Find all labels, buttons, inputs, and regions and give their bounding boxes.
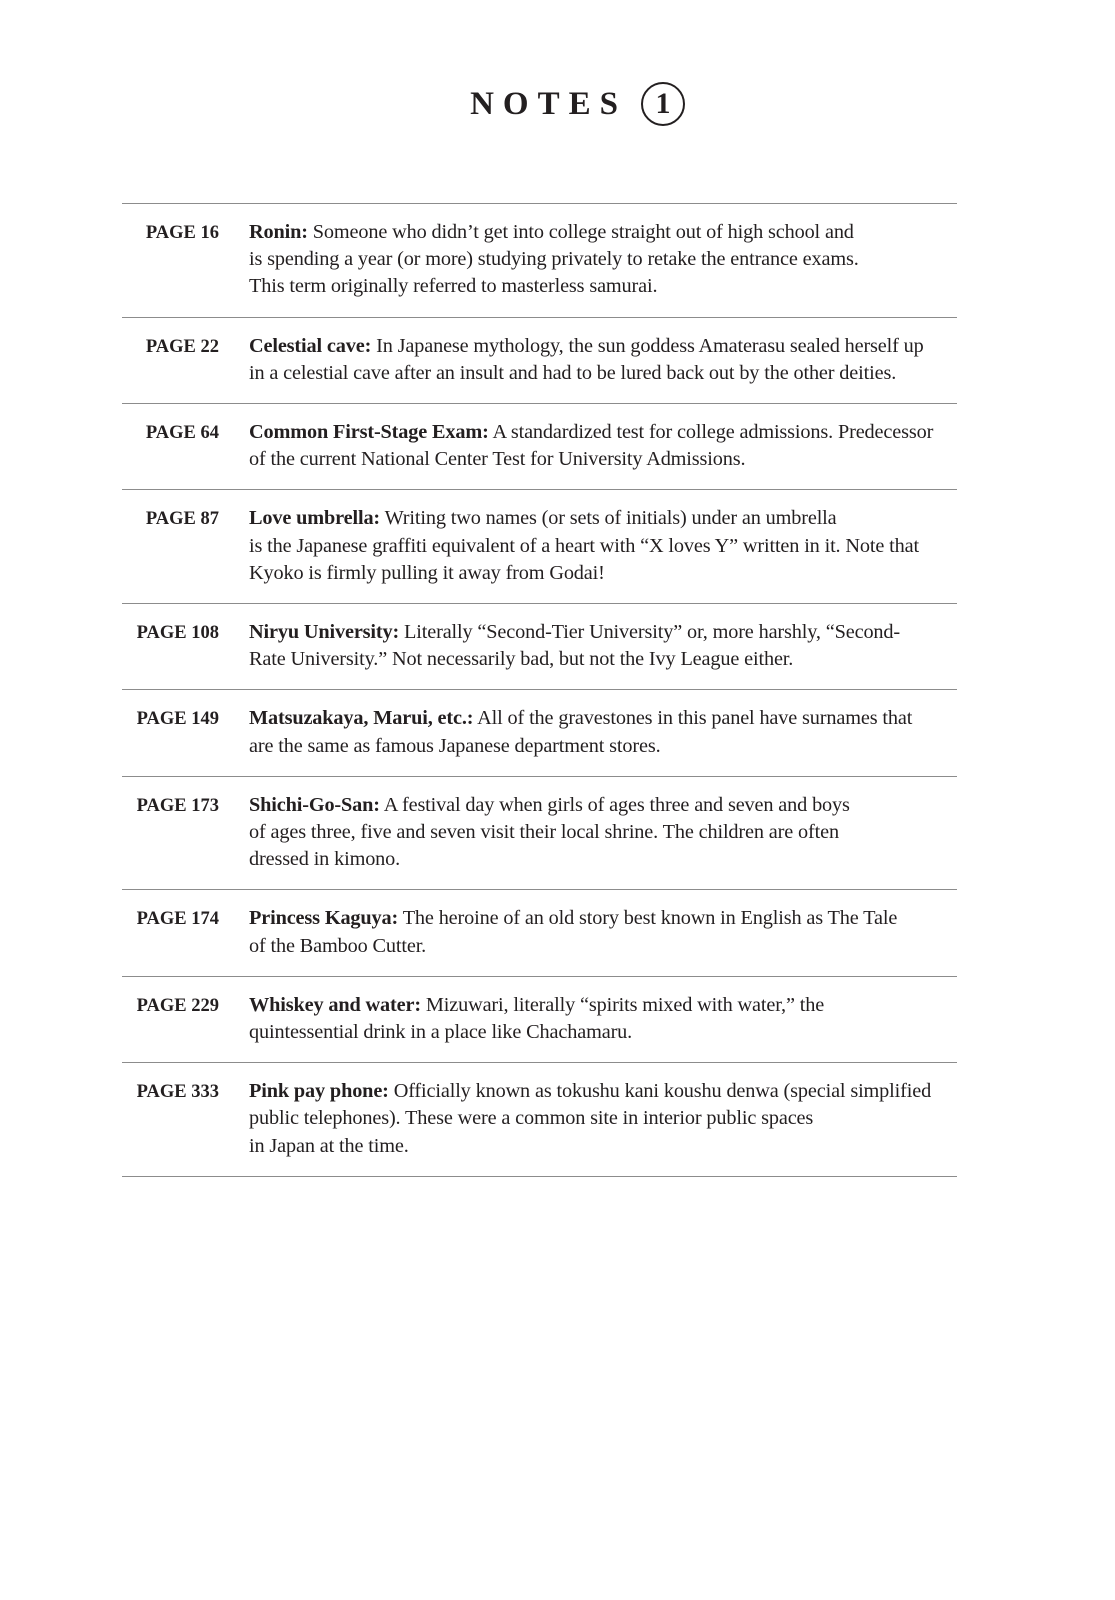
note-term: Matsuzakaya, Marui, etc.:: [249, 707, 474, 730]
note-row: [122, 604, 957, 690]
note-line: quintessential drink in a place like Chachamaru.: [249, 1021, 633, 1044]
note-line: Kyoko is firmly pulling it away from Godai!: [249, 561, 605, 584]
note-line: [249, 992, 954, 1019]
note-page-label: PAGE 64: [145, 423, 219, 444]
note-line: are the same as famous Japanese department stores.: [249, 734, 661, 757]
note-text: [249, 705, 954, 759]
note-term: Whiskey and water:: [249, 993, 421, 1016]
chapter-number-badge: 1: [641, 82, 685, 126]
note-line-text: The heroine of an old story best known in English as The Tale: [398, 907, 898, 930]
note-line: of the Bamboo Cutter.: [249, 934, 427, 957]
note-line-text: A festival day when girls of ages three and seven and boys: [379, 793, 850, 816]
note-line: is the Japanese graffiti equivalent of a heart with “X loves Y” written in it. Note that: [249, 534, 919, 557]
note-text: [249, 419, 954, 473]
note-text: [249, 792, 954, 874]
note-line: of the current National Center Test for University Admissions.: [249, 448, 746, 471]
note-line-text: Mizuwari, literally “spirits mixed with water,” the: [420, 993, 825, 1016]
note-line: public telephones). These were a common site in interior public spaces: [249, 1107, 814, 1130]
note-term: Niryu University:: [249, 621, 400, 644]
notes-table: [122, 203, 957, 1177]
note-page-label: PAGE 229: [136, 995, 219, 1016]
note-line: dressed in kimono.: [249, 848, 401, 871]
note-line-text: Literally “Second-Tier University” or, more harshly, “Second-: [399, 621, 901, 644]
note-line: [249, 705, 954, 732]
note-term: Ronin:: [249, 221, 308, 243]
note-line: [249, 619, 954, 646]
note-page-label: PAGE 22: [145, 336, 219, 357]
note-line: [249, 419, 954, 446]
note-line-text: All of the gravestones in this panel have surnames that: [473, 707, 913, 730]
note-text: [249, 219, 954, 301]
note-term: Pink pay phone:: [249, 1080, 389, 1103]
note-line-text: Someone who didn’t get into college straight out of high school and: [307, 221, 854, 243]
page-title: NOTES: [470, 85, 627, 122]
note-text: [249, 1078, 954, 1160]
note-text: [249, 505, 954, 587]
note-page-label: PAGE 333: [136, 1082, 219, 1103]
note-line: in a celestial cave after an insult and had to be lured back out by the other deities.: [249, 361, 897, 384]
note-line-text: Writing two names (or sets of initials) under an umbrella: [380, 507, 837, 530]
note-term: Common First-Stage Exam:: [249, 421, 489, 444]
note-row: [122, 977, 957, 1063]
note-row: [122, 204, 957, 318]
note-line: is spending a year (or more) studying privately to retake the entrance exams.: [249, 248, 859, 271]
note-row: [122, 690, 957, 776]
note-page-label: PAGE 16: [145, 223, 219, 243]
note-row: [122, 890, 957, 976]
note-line-text: A standardized test for college admissions. Predecessor: [488, 421, 934, 444]
note-page-label: PAGE 173: [136, 795, 219, 816]
note-page-label: PAGE 174: [136, 909, 219, 930]
note-text: [249, 905, 954, 959]
note-term: Shichi-Go-San:: [249, 793, 380, 816]
note-line: Rate University.” Not necessarily bad, but not the Ivy League either.: [249, 648, 794, 671]
note-line: [249, 505, 954, 532]
note-line: [249, 1078, 954, 1105]
note-line-text: Officially known as tokushu kani koushu denwa (special simplified: [388, 1080, 932, 1103]
note-page-label: PAGE 149: [136, 709, 219, 730]
note-row: [122, 777, 957, 891]
note-term: Princess Kaguya:: [249, 907, 399, 930]
note-line: This term originally referred to masterless samurai.: [249, 275, 658, 298]
note-line: [249, 219, 954, 246]
note-text: [249, 992, 954, 1046]
note-line: in Japan at the time.: [249, 1134, 409, 1157]
note-line: [249, 333, 954, 360]
note-text: [249, 619, 954, 673]
note-page-label: PAGE 87: [145, 509, 219, 530]
note-term: Celestial cave:: [249, 334, 372, 357]
page-header: [0, 82, 1115, 126]
note-line: [249, 905, 954, 932]
note-row: [122, 490, 957, 604]
note-text: [249, 333, 954, 387]
note-row: [122, 1063, 957, 1177]
note-row: [122, 404, 957, 490]
note-line: of ages three, five and seven visit their local shrine. The children are often: [249, 821, 839, 844]
note-page-label: PAGE 108: [136, 623, 219, 644]
note-row: [122, 318, 957, 404]
note-line-text: In Japanese mythology, the sun goddess Amaterasu sealed herself up: [371, 334, 924, 357]
note-term: Love umbrella:: [249, 507, 381, 530]
note-line: [249, 792, 954, 819]
